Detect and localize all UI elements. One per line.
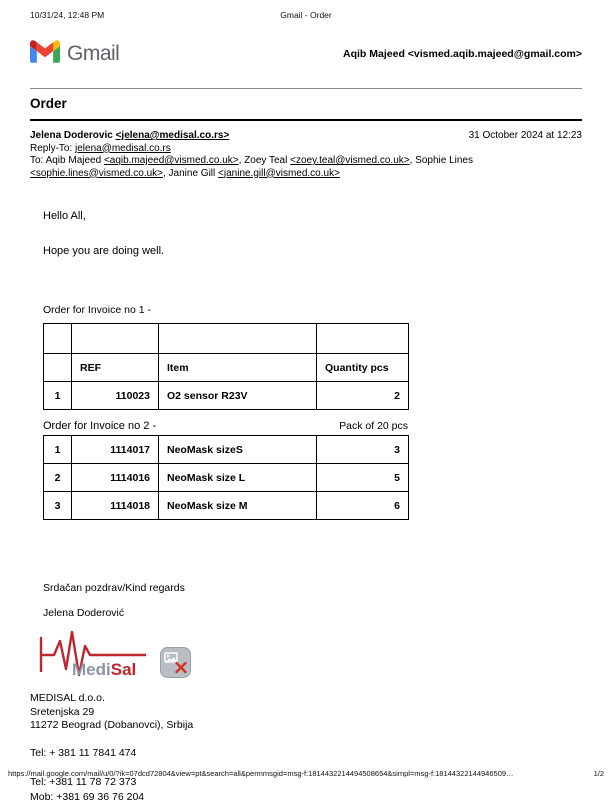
page-number: 1/2	[593, 769, 604, 778]
qty-cell: 5	[317, 464, 409, 492]
order1-label: Order for Invoice no 1 -	[43, 304, 151, 316]
email-subject: Order	[30, 89, 582, 121]
blank-cell	[159, 324, 317, 354]
ref-cell: 1114017	[72, 436, 159, 464]
company-city: 11272 Beograd (Dobanovci), Srbija	[30, 719, 194, 731]
signoff: Srdačan pozdrav/Kind regards	[43, 582, 185, 594]
qty-cell: 6	[317, 492, 409, 520]
broken-image-icon	[160, 647, 191, 681]
from-email-link[interactable]: <jelena@medisal.co.rs>	[115, 130, 230, 141]
greeting: Hello All,	[43, 210, 86, 222]
ref-cell: 110023	[72, 382, 159, 410]
to-email-link-1[interactable]: <aqib.majeed@vismed.co.uk>	[103, 155, 239, 166]
medisal-wordmark-medi: Medi	[72, 660, 111, 679]
to-text-2: , Zoey Teal	[238, 155, 291, 166]
email-date: 31 October 2024 at 12:23	[468, 130, 582, 141]
company-tel1: Tel: + 381 11 7841 474	[30, 746, 137, 759]
email-body	[43, 210, 582, 681]
from-name: Jelena Doderovic	[30, 130, 116, 141]
reply-to-line	[30, 143, 582, 156]
blank-cell	[72, 324, 159, 354]
qty-cell: 3	[317, 436, 409, 464]
order-table-1	[43, 323, 409, 410]
signature-name: Jelena Doderović	[43, 607, 125, 619]
to-email-link-2[interactable]: <zoey.teal@vismed.co.uk>	[290, 155, 410, 166]
print-doc-title: Gmail - Order	[280, 10, 332, 20]
table1-row	[44, 382, 409, 410]
qty-header: Quantity pcs	[317, 354, 409, 382]
gmail-wordmark: Gmail	[67, 42, 120, 65]
item-header: Item	[159, 354, 317, 382]
gmail-m-icon	[30, 40, 60, 68]
page-content	[30, 40, 582, 803]
blank-cell	[44, 324, 72, 354]
to-text-4: , Sophie Lines	[409, 155, 473, 166]
ref-header: REF	[72, 354, 159, 382]
table1-header-row	[44, 354, 409, 382]
print-datetime: 10/31/24, 12:48 PM	[30, 10, 105, 20]
row-number-cell: 1	[44, 436, 72, 464]
table2-row	[44, 492, 409, 520]
body-line: Hope you are doing well.	[43, 245, 165, 257]
company-name: MEDISAL d.o.o.	[30, 692, 105, 704]
account-owner: Aqib Majeed <vismed.aqib.majeed@gmail.com>	[343, 48, 582, 60]
order2-label: Order for Invoice no 2 -	[43, 420, 157, 432]
ref-cell: 1114016	[72, 464, 159, 492]
table2-row	[44, 436, 409, 464]
medisal-wordmark-sal: Sal	[110, 660, 137, 679]
order-table-2	[43, 435, 409, 520]
table2-row	[44, 464, 409, 492]
item-cell: NeoMask size M	[159, 492, 317, 520]
gmail-header-bar	[30, 40, 582, 68]
pack-note: Pack of 20 pcs	[339, 420, 408, 432]
email-meta	[30, 130, 582, 180]
to-line	[30, 155, 582, 180]
signature-logo	[38, 628, 582, 681]
reply-to-label: Reply-To:	[30, 142, 76, 154]
item-cell: O2 sensor R23V	[159, 382, 317, 410]
to-email-link-4[interactable]: <janine.gill@vismed.co.uk>	[218, 167, 340, 179]
to-text-6: , Janine Gill	[163, 167, 219, 179]
gmail-logo	[30, 40, 119, 68]
item-cell: NeoMask size L	[159, 464, 317, 492]
row-number-cell: 1	[44, 382, 72, 410]
reply-to-email-link[interactable]: jelena@medisal.co.rs	[75, 142, 171, 154]
print-header	[0, 10, 612, 22]
svg-text:MediSal	[72, 660, 136, 679]
company-street: Sretenjska 29	[30, 705, 95, 718]
order2-header-row	[43, 420, 408, 432]
company-mobile: Mob: +381 69 36 76 204	[30, 790, 145, 803]
blank-cell	[317, 324, 409, 354]
company-tel2: Tel: +381 11 78 72 373	[30, 775, 137, 788]
company-block	[30, 692, 582, 733]
row-number-cell: 2	[44, 464, 72, 492]
print-footer	[8, 769, 604, 778]
ref-cell: 1114018	[72, 492, 159, 520]
footer-url-link[interactable]: https://mail.google.com/mail/u/0/?ik=07dcd72804&view=pt&search=all&permmsgid=msg-f:1814432214494508654&simpl=msg-f:18144322144946509…	[8, 769, 514, 778]
to-text-0: To: Aqib Majeed	[30, 155, 104, 166]
item-cell: NeoMask sizeS	[159, 436, 317, 464]
to-email-link-3[interactable]: <sophie.lines@vismed.co.uk>	[30, 167, 163, 179]
row-number-cell: 3	[44, 492, 72, 520]
qty-cell: 2	[317, 382, 409, 410]
medisal-ekg-logo-icon	[38, 628, 150, 681]
num-header	[44, 354, 72, 382]
table1-blank-row	[44, 324, 409, 354]
